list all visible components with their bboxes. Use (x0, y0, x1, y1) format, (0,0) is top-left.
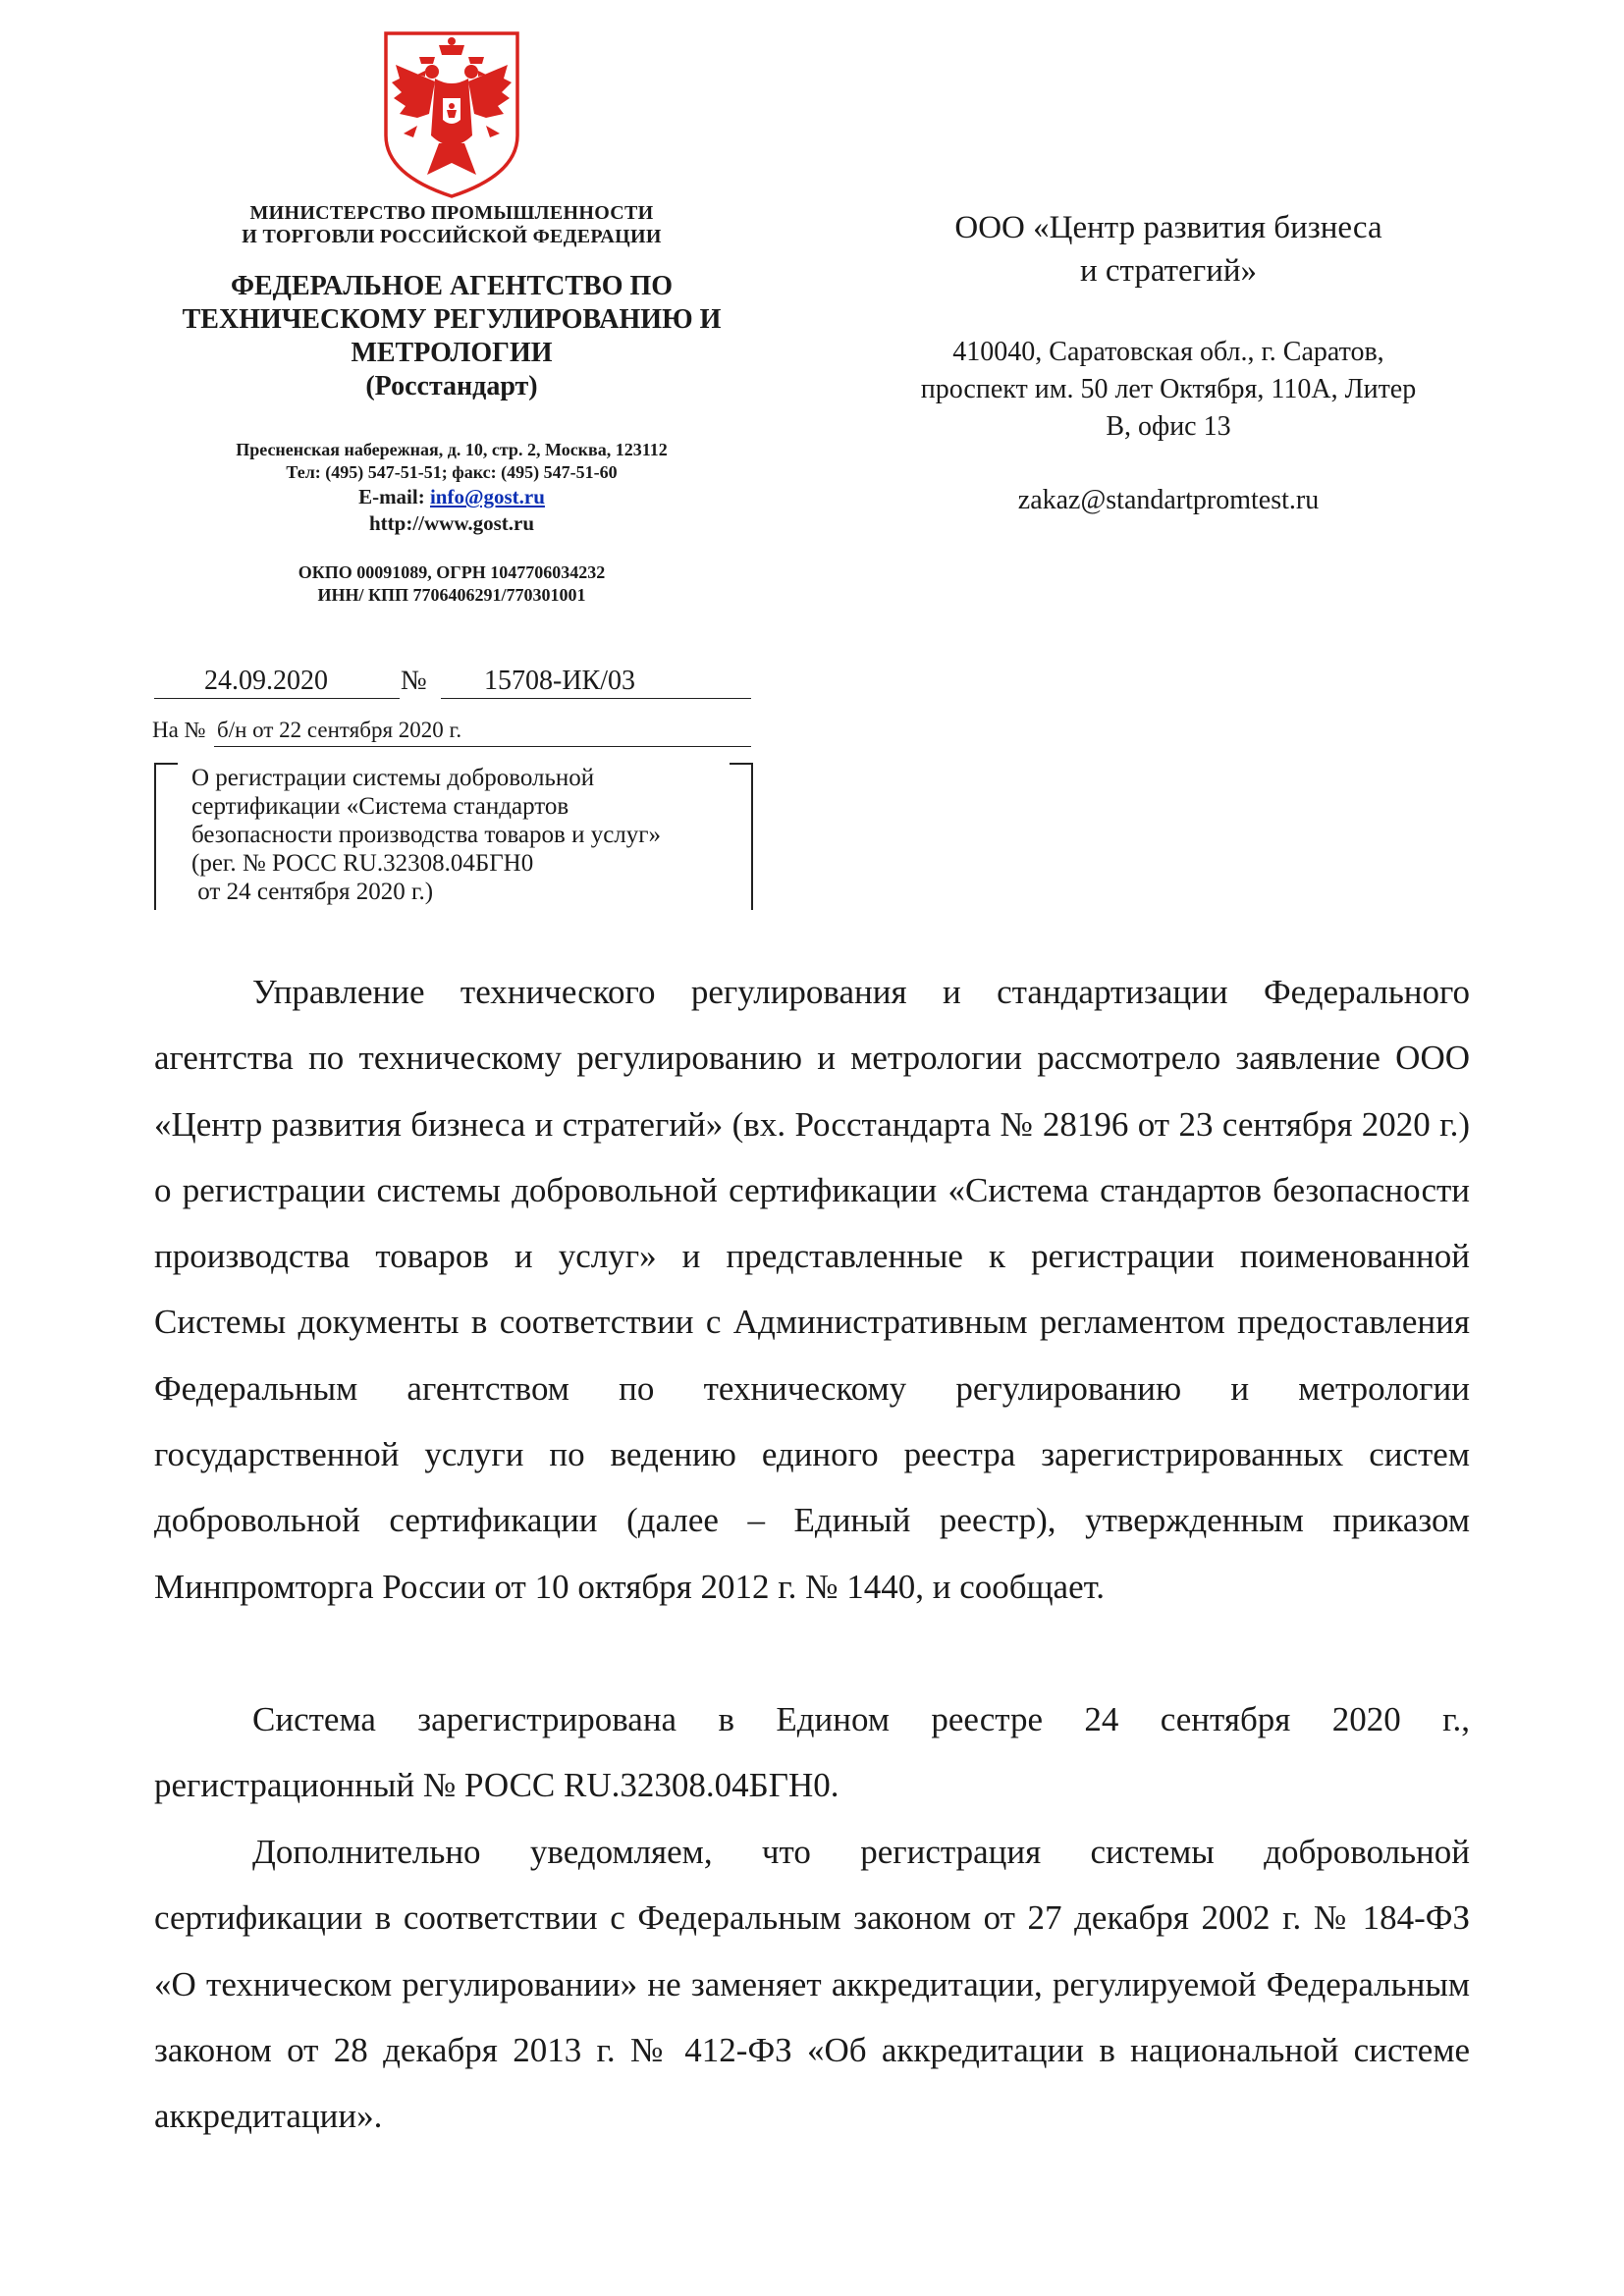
agency-line: ТЕХНИЧЕСКОМУ РЕГУЛИРОВАНИЮ И (182, 304, 722, 335)
agency-codes (137, 561, 766, 607)
agency-line: МЕТРОЛОГИИ (351, 338, 553, 368)
reference-label: На № (152, 718, 206, 742)
agency-phone: Тел: (495) 547-51-51; факс: (495) 547-51-60 (286, 462, 618, 482)
agency-address: Пресненская набережная, д. 10, стр. 2, Москва, 123112 (236, 440, 668, 459)
ministry-line: И ТОРГОВЛИ РОССИЙСКОЙ ФЕДЕРАЦИИ (242, 226, 662, 247)
okpo-ogrn: ОКПО 00091089, ОГРН 1047706034232 (298, 562, 606, 582)
agency-line: ФЕДЕРАЛЬНОЕ АГЕНТСТВО ПО (230, 271, 674, 301)
body-paragraph-2: Система зарегистрирована в Едином реестре 24 сентября 2020 г., регистрационный № РОСС RU.32308.04БГН0. (154, 1700, 1470, 1805)
reference-value: б/н от 22 сентября 2020 г. (217, 718, 462, 742)
recipient-email: zakaz@standartpromtest.ru (1017, 485, 1320, 515)
recipient-address-line: В, офис 13 (1106, 411, 1231, 442)
inn-kpp: ИНН/ КПП 7706406291/770301001 (317, 585, 586, 605)
recipient-name-line: и стратегий» (1079, 253, 1258, 289)
recipient-name (844, 206, 1492, 293)
subject-line: О регистрации системы добровольной (191, 765, 595, 791)
subject (191, 764, 741, 906)
email-label: E-mail: (358, 485, 425, 508)
body-paragraph-1: Управление технического регулирования и стандартизации Федерального агентства по техническому регулированию и метрологии рассмотрело заявление ООО «Центр развития бизнеса и стратегий» (вх. Росстандарта № 28196 от 23 сентября 2020 г.) о регистрации системы добровольной сертификации «Система стандартов безопасности производства товаров и услуг» и представленные к регистрации поименованной Системы документы в соответствии с Административным регламентом предоставления Федеральным агентством по техническому регулированию и метрологии государственной услуги по ведению единого реестра зарегистрированных систем добровольной сертификации (далее – Единый реестр), утвержденным приказом Минпромторга России от 10 октября 2012 г. № 1440, и сообщает. (154, 973, 1470, 1606)
agency-name (137, 270, 766, 403)
registration-number: 15708-ИК/03 (484, 666, 635, 696)
subject-line: от 24 сентября 2020 г.) (191, 879, 434, 905)
number-underline (441, 698, 751, 699)
recipient-address-line: 410040, Саратовская обл., г. Саратов, (952, 337, 1384, 367)
recipient-name-line: ООО «Центр развития бизнеса (954, 210, 1382, 245)
agency-website: http://www.gost.ru (368, 511, 534, 535)
reference-line (152, 717, 461, 744)
agency-email-row (137, 484, 766, 510)
registration-date: 24.09.2020 (204, 666, 328, 696)
recipient-address (844, 334, 1492, 446)
subject-line: безопасности производства товаров и услуг» (191, 822, 662, 848)
date-underline (154, 698, 400, 699)
agency-short-name: (Росстандарт) (365, 371, 538, 401)
coat-of-arms-emblem (378, 27, 525, 199)
agency-email-link[interactable]: info@gost.ru (429, 485, 545, 508)
ministry-name (137, 201, 766, 248)
subject-line: (рег. № РОСС RU.32308.04БГН0 (191, 850, 534, 877)
ministry-line: МИНИСТЕРСТВО ПРОМЫШЛЕННОСТИ (249, 202, 654, 224)
body-paragraph-3: Дополнительно уведомляем, что регистрация системы добровольной сертификации в соответствии с Федеральным законом от 27 декабря 2002 г. № 184-ФЗ «О техническом регулировании» не заменяет аккредитации, регулируемой Федеральным законом от 28 декабря 2013 г. № 412-ФЗ «Об аккредитации в национальной системе аккредитации». (154, 1833, 1470, 2136)
recipient-address-line: проспект им. 50 лет Октября, 110А, Литер (920, 374, 1417, 404)
subject-line: сертификации «Система стандартов (191, 793, 569, 820)
number-label: № (401, 666, 427, 696)
agency-contacts (137, 439, 766, 537)
reference-underline (214, 746, 751, 747)
subject-bracket-left (154, 763, 178, 910)
